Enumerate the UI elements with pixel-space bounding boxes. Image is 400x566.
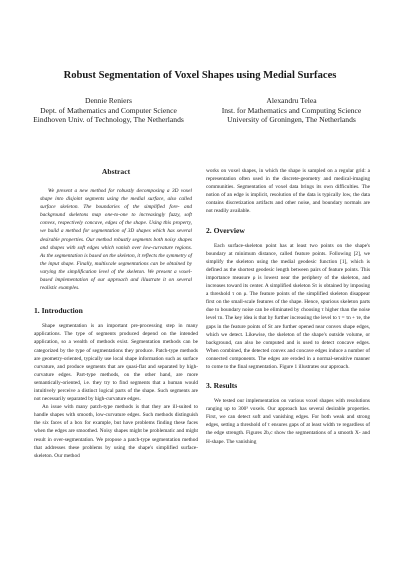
section-heading-results: 3. Results [206, 381, 238, 391]
author-1 [21, 96, 196, 125]
abstract-heading: Abstract [101, 167, 131, 176]
left-column [34, 167, 198, 460]
author-affiliation: University of Groningen, The Netherlands [227, 115, 356, 125]
results-paragraph-1: We tested our implementation on various voxel shapes with resolutions ranging up to 300³ voxels. Our approach has several desirable properties. First, we can detect soft and vanishing edges. For both weak and strong edges, setting a threshold of τ ensures gaps of at least width τe regardless of the edge strength. Figures 2b,c show the segmentations of a smooth X- and H-shape. The vanishing [206, 398, 370, 445]
author-affiliation: Dept. of Mathematics and Computer Science [40, 105, 177, 115]
section-heading-introduction: 1. Introduction [34, 306, 83, 316]
intro-paragraph-2: An issue with many patch-type methods is that they are ill-suited to handle shapes with smooth, low-curvature edges. Such methods distinguish the six faces of a box for example, but have problems finding these faces when the edges are smoothed. Noisy shapes might be problematic and might result in over-segmentation. We propose a patch-type segmentation method that addresses these problems by using the shape's simplified surface-skeleton. Our method [34, 404, 198, 459]
author-name: Alexandru Telea [266, 96, 317, 105]
author-2 [204, 96, 379, 125]
author-affiliation: Inst. for Mathematics and Computing Science [221, 105, 362, 115]
author-affiliation: Eindhoven Univ. of Technology, The Netherlands [33, 115, 184, 125]
author-name: Dennie Reniers [84, 96, 133, 105]
intro-paragraph-1: Shape segmentation is an important pre-processing step in many applications. The type of segments produced depend on the intended application, so a wealth of methods exist. Segmentation methods can be categorized by the type of segmentations they produce. Patch-type methods are geometry-oriented, typically use local shape information such as surface curvature, and produce segments that are quasi-flat and separated by high-curvature edges. Part-type methods, on the other hand, are more semantically-oriented, i.e. they try to find segments that a human would intuitively perceive a distinct logical parts of the shape. Such segments are not necessarily separated by high-curvature edges. [34, 323, 198, 403]
section-heading-overview: 2. Overview [206, 225, 245, 235]
right-column [206, 167, 370, 446]
paper-title: Robust Segmentation of Voxel Shapes using Medial Surfaces [63, 70, 337, 81]
abstract-text: We present a new method for robustly decomposing a 3D voxel shape into disjoint segments using the medial surface, also called surface skeleton. The boundaries of the simplified fore- and background skeletons map one-to-one to increasingly fuzzy, soft convex, respectively concave, edges of the shape. Using this property, we build a method for segmentation of 3D shapes which has several desirable properties. Our method robustly segments both noisy shapes and shapes with soft edges which vanish over low-curvature regions. As the segmentation is based on the skeleton, it reflects the symmetry of the input shape. Finally, multiscale segmentations can be obtained by varying the simplification level of the skeleton. We present a voxel-based implementation of our approach and illustrate it on several realistic examples. [40, 188, 192, 292]
intro-continuation: works on voxel shapes, in which the shape is sampled on a regular grid: a representation often used in the discrete-geometry and medical-imaging communities. Segmentation of voxel data brings its own difficulties. The notion of an edge is implicit, resolution of the data is typically low, the data contains discretization artifacts and other noise, and boundary normals are not readily available. [206, 168, 370, 215]
overview-paragraph-1: Each surface-skeleton point has at least two points on the shape's boundary at minimum distance, called feature points. Following [2], we simplify the skeleton using the medial geodesic function [1], which is defined as the shortest geodesic length between pairs of feature points. This importance measure ρ is lowest near the periphery of the skeleton, and increases toward its center. A simplified skeleton Sτ is obtained by imposing a threshold τ on ρ. The feature points of the simplified skeleton disappear first on the small-scale features of the shape. Hence, spurious skeleton parts due to boundary noise can be eliminated by choosing τ higher than the noise level τn. The key idea is that by further increasing the level to τ = τn + τe, the gaps in the feature points of Sτ are further opened near convex shape edges, which we detect. Likewise, the skeleton of the shape's outside volume, or background, can also be computed and is used to detect concave edges. When combined, the detected convex and concave edges induce a number of connected components. The edges are eroded in a normal-sensitive manner to come to the final segmentation. Figure 1 illustrates our approach. [206, 242, 370, 370]
